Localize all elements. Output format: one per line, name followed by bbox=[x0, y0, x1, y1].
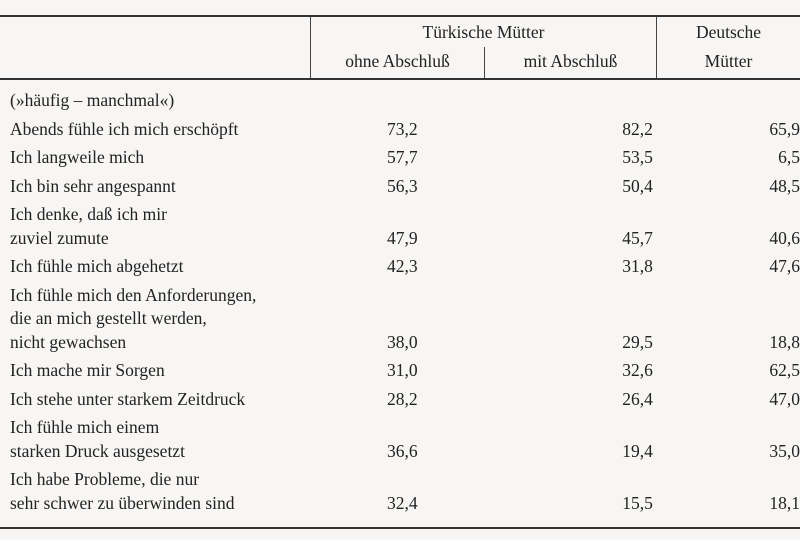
table-row bbox=[0, 279, 800, 355]
value-without-degree: 57,7 bbox=[386, 147, 418, 167]
row-label-line: Ich habe Probleme, die nur bbox=[10, 469, 200, 489]
value-without-degree: 42,3 bbox=[386, 256, 418, 276]
section-label: (»häufig – manchmal«) bbox=[10, 90, 175, 110]
value-with-degree: 29,5 bbox=[622, 331, 653, 352]
value-with-degree: 82,2 bbox=[622, 118, 653, 139]
row-label-line: starken Druck ausgesetzt bbox=[10, 440, 185, 461]
value-without-degree: 36,6 bbox=[386, 440, 418, 461]
value-with-degree: 15,5 bbox=[622, 492, 653, 513]
value-with-degree: 19,4 bbox=[622, 440, 653, 461]
row-label-line: nicht gewachsen bbox=[10, 331, 127, 352]
value-without-degree: 32,4 bbox=[386, 492, 418, 513]
header-german-mothers-line2: Mütter bbox=[704, 51, 753, 71]
row-label-line: Abends fühle ich mich erschöpft bbox=[10, 118, 239, 139]
table-row bbox=[0, 383, 800, 412]
row-label bbox=[0, 250, 321, 279]
table-row bbox=[0, 411, 800, 463]
table-row bbox=[0, 250, 800, 279]
value-german: 18,1 bbox=[769, 492, 800, 513]
value-german: 47,0 bbox=[769, 388, 800, 409]
header-bottom-rule bbox=[0, 78, 800, 80]
row-label bbox=[0, 354, 321, 383]
row-label-line: zuviel zumute bbox=[10, 227, 109, 248]
value-german: 6,5 bbox=[778, 147, 800, 167]
row-label bbox=[0, 113, 321, 142]
top-rule bbox=[0, 15, 800, 17]
value-with-degree: 50,4 bbox=[622, 175, 653, 196]
row-label bbox=[0, 463, 321, 515]
value-german: 18,8 bbox=[769, 331, 800, 352]
row-label bbox=[0, 279, 321, 355]
value-with-degree: 53,5 bbox=[622, 147, 653, 167]
data-table bbox=[0, 84, 800, 515]
row-label-line: Ich mache mir Sorgen bbox=[10, 360, 165, 380]
value-german: 40,6 bbox=[769, 227, 800, 248]
row-label-line: die an mich gestellt werden, bbox=[10, 308, 207, 328]
row-label-line: Ich bin sehr angespannt bbox=[10, 175, 176, 196]
row-label-line: sehr schwer zu überwinden sind bbox=[10, 492, 235, 513]
value-with-degree: 32,6 bbox=[622, 360, 653, 380]
value-german: 62,5 bbox=[769, 360, 800, 380]
row-label bbox=[0, 198, 321, 250]
value-german: 48,5 bbox=[769, 175, 800, 196]
value-without-degree: 47,9 bbox=[386, 227, 418, 248]
row-label bbox=[0, 383, 321, 412]
table-row bbox=[0, 354, 800, 383]
table-row bbox=[0, 113, 800, 142]
value-german: 65,9 bbox=[769, 118, 800, 139]
row-label-line: Ich fühle mich den Anforderungen, bbox=[10, 284, 257, 305]
header-german-mothers-line1: Deutsche bbox=[695, 22, 762, 42]
table-row bbox=[0, 141, 800, 170]
row-label bbox=[0, 411, 321, 463]
row-label-line: Ich langweile mich bbox=[10, 147, 145, 167]
row-label bbox=[0, 170, 321, 199]
header-with-degree: mit Abschluß bbox=[523, 51, 618, 71]
header-turkish-mothers: Türkische Mütter bbox=[422, 22, 545, 42]
row-label bbox=[0, 141, 321, 170]
value-german: 35,0 bbox=[769, 440, 800, 461]
value-without-degree: 38,0 bbox=[386, 331, 418, 352]
value-with-degree: 45,7 bbox=[622, 227, 653, 248]
value-german: 47,6 bbox=[769, 256, 800, 276]
table-row bbox=[0, 463, 800, 515]
table-row bbox=[0, 198, 800, 250]
header-without-degree: ohne Abschluß bbox=[345, 51, 450, 71]
table-row bbox=[0, 170, 800, 199]
row-label-line: Ich denke, daß ich mir bbox=[10, 204, 167, 224]
row-label-line: Ich fühle mich einem bbox=[10, 417, 160, 437]
value-without-degree: 28,2 bbox=[386, 388, 418, 409]
section-row bbox=[0, 84, 800, 113]
value-with-degree: 31,8 bbox=[622, 256, 653, 276]
value-with-degree: 26,4 bbox=[622, 388, 653, 409]
value-without-degree: 73,2 bbox=[386, 118, 418, 139]
bottom-rule bbox=[0, 527, 800, 529]
value-without-degree: 56,3 bbox=[386, 175, 418, 196]
value-without-degree: 31,0 bbox=[386, 360, 418, 380]
row-label-line: Ich stehe unter starkem Zeitdruck bbox=[10, 388, 246, 409]
row-label-line: Ich fühle mich abgehetzt bbox=[10, 256, 184, 276]
